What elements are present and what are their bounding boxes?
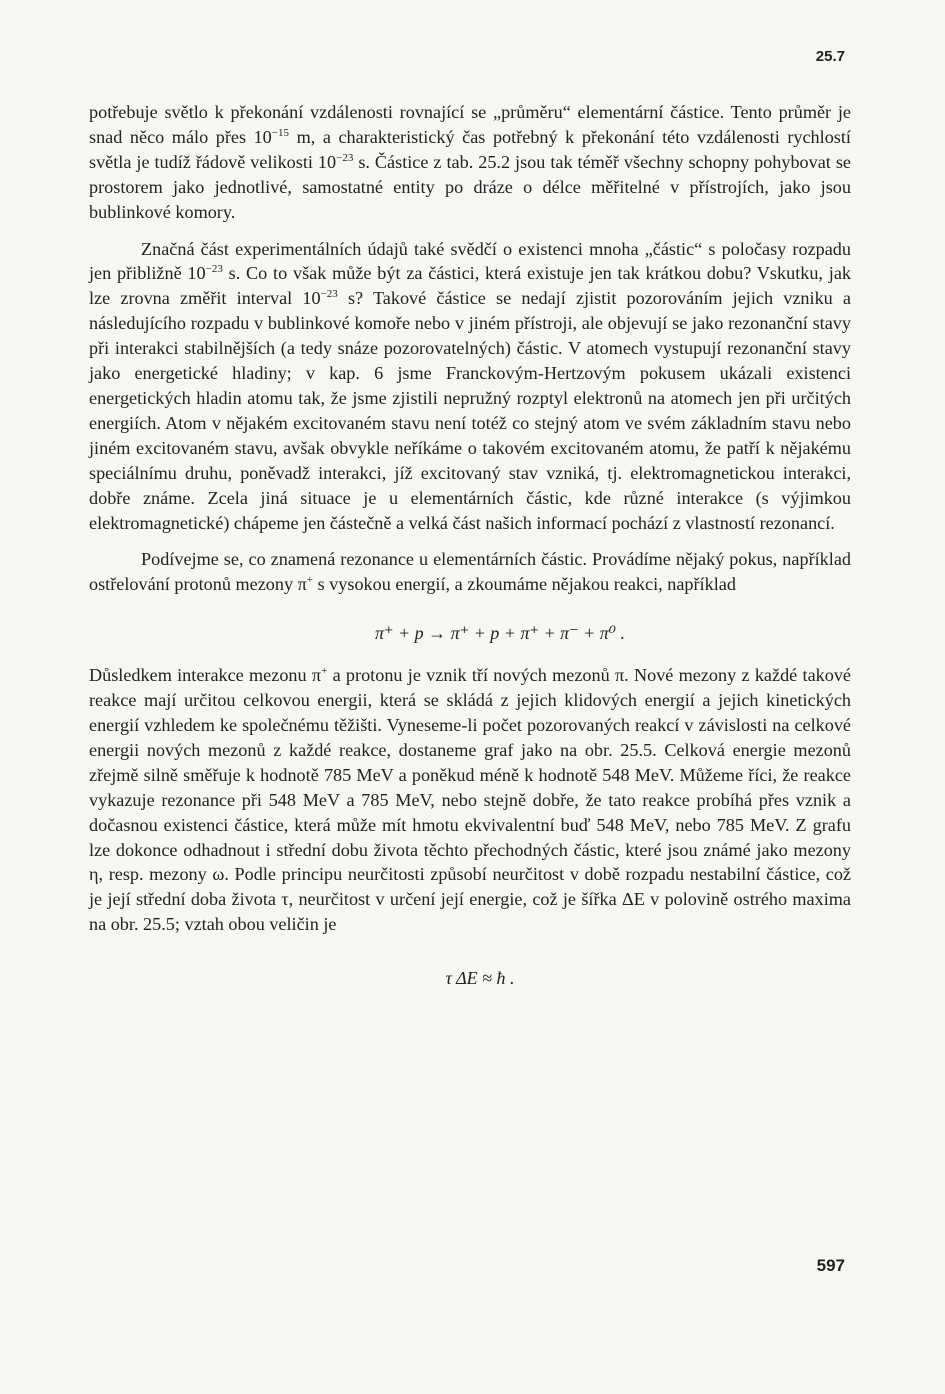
paragraph-1: potřebuje světlo k překonání vzdálenosti rovnající se „průměru“ elementární částice. Tento průměr je snad něco málo přes $10^{-15}$ m, a charakteristický čas potřebný k překonání této vzdálenosti rychlostí světla je tudíž řádově velikosti $10^{-23}$ s. Částice z tab. 25.2 jsou tak téměř všechny schopny pohybovat se prostorem jako jednotlivé, samostatné entity po dráze o délce měřitelné v přístrojích, jako jsou bublinkové komory. — [89, 102, 851, 222]
uncertainty-equation: τ ΔE ≈ ħ . — [445, 968, 515, 989]
paragraph-2: Značná část experimentálních údajů také svědčí o existenci mnoha „částic“ s poločasy rozpadu jen přibližně $10^{-23}$ s. Co to však může být za částici, která existuje jen tak krátkou dobu? Vskutku, jak lze zrovna změřit interval $10^{-23}$ s? Takové částice se nedají zjistit pozorováním jejich vzniku a následujícího rozpadu v bublinkové komoře nebo v jiném přístroji, ale objevují se jako rezonanční stavy při interakci stabilnějších (a tedy snáze pozorovatelných) částic. V atomech vystupují rezonanční stavy jako energetické hladiny; v kap. 6 jsme Franckovým-Hertzovým pokusem ukázali existenci energetických hladin atomu tak, že jsme zjistili nepružný rozptyl elektronů na atomech jen při určitých energiích. Atom v nějakém excitovaném stavu není totéž co stejný atom ve svém základním stavu nebo jiném excitovaném stavu, avšak obvykle neříkáme o takovém excitovaném atomu, že patří k nějakému speciálnímu druhu, poněvadž interakci, jíž excitovaný stav vzniká, tj. elektromagnetickou interakci, dobře známe. Zcela jiná situace je u elementárních částic, kde různé interakce (s výjimkou elektromagnetické) chápeme jen částečně a velká část našich informací pochází z vlastností rezonancí. — [89, 238, 851, 533]
page-body — [89, 100, 851, 995]
paragraph-4: Důsledkem interakce mezonu π+ a protonu je vznik tří nových mezonů π. Nové mezony z každé takové reakce mají určitou celkovou energii, která se skládá z jejich klidových energií a jejich kinetických energií vzhledem ke společnému těžišti. Vyneseme-li počet pozorovaných reakcí v závislosti na celkové energii nových mezonů z každé reakce, dostaneme graf jako na obr. 25.5. Celková energie mezonů zřejmě silně směřuje k hodnotě 785 MeV a poněkud méně k hodnotě 548 MeV. Můžeme říci, že reakce vykazuje rezonance při 548 MeV a 785 MeV, nebo stejně dobře, že tato reakce probíhá přes vznik a dočasnou existenci částice, která může mít hmotu ekvivalentní buď 548 MeV, nebo 785 MeV. Z grafu lze dokonce odhadnout i střední dobu života těchto přechodných částic, které jsou známé jako mezony η, resp. mezony ω. Podle principu neurčitosti způsobí neurčitost v době rozpadu nestabilní částice, což je její střední doba života τ, neurčitost v určení její energie, což je šířka ΔE v polovině ostrého maxima na obr. 25.5; vztah obou veličin je — [89, 665, 852, 935]
paragraph-3: Podívejme se, co znamená rezonance u elementárních částic. Provádíme nějaký pokus, například ostřelování protonů mezony π+ s vysokou energií, a zkoumáme nějakou reakci, například — [89, 549, 851, 595]
page-number: 597 — [816, 1256, 845, 1275]
section-number: 25.7 — [815, 48, 845, 65]
reaction-equation: π⁺ + p → π⁺ + p + π⁺ + π⁻ + π⁰ . — [374, 623, 626, 644]
